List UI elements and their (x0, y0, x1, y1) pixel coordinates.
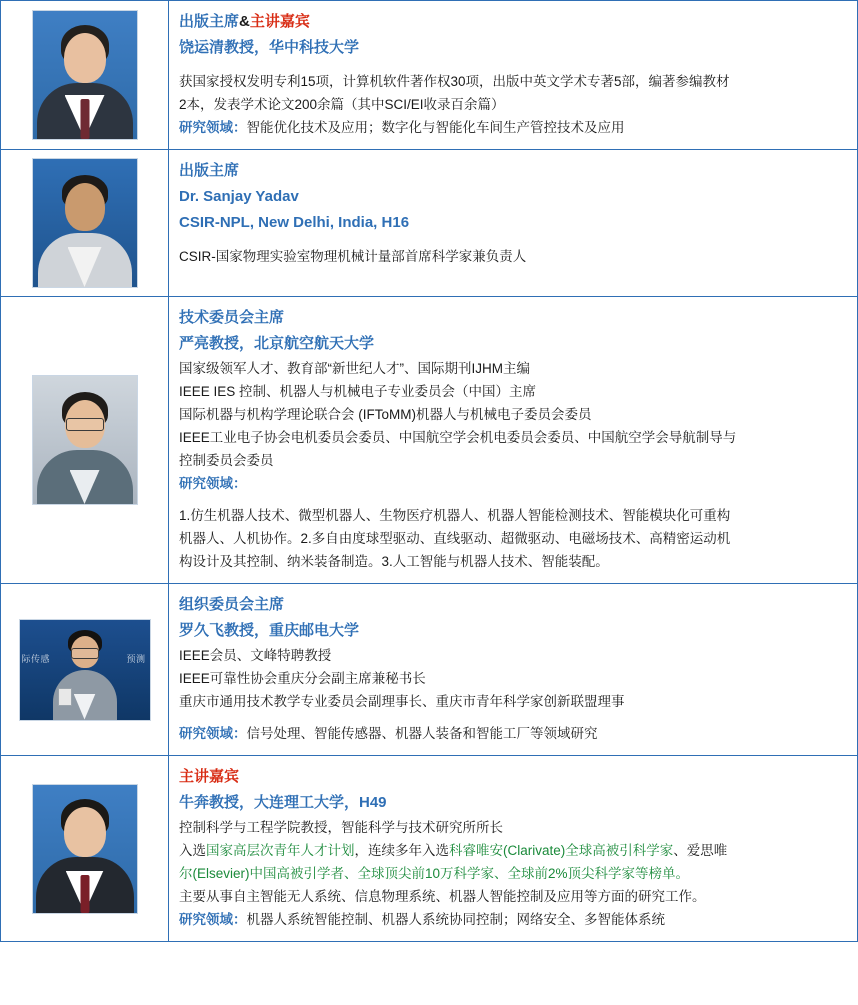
bio-line: IEEE会员、文峰特聘教授 (179, 648, 332, 663)
spacer (179, 61, 847, 70)
spacer (179, 713, 847, 722)
research-field-label: 研究领域： (179, 120, 247, 135)
bio-line: IEEE IES 控制、机器人与机械电子专业委员会（中国）主席 (179, 384, 537, 399)
speaker-name: Dr. Sanjay Yadav (179, 188, 299, 205)
bio-line-highlight: 尔(Elsevier)中国高被引学者、全球顶尖前10万科学家、全球前2%顶尖科学家等榜单。 (179, 866, 690, 881)
bio-segment: 入选 (179, 843, 206, 858)
bio-segment-highlight: 科睿唯安(Clarivate)全球高被引科学家 (449, 843, 674, 858)
role-title: 组织委员会主席 (179, 596, 285, 613)
bio-line: IEEE可靠性协会重庆分会副主席兼秘书长 (179, 671, 426, 686)
bio-segment-highlight: 国家高层次青年人才计划 (206, 843, 355, 858)
role-suffix: 主讲嘉宾 (249, 13, 310, 30)
photo-cell (1, 150, 169, 296)
table-row (1, 756, 857, 942)
table-row (1, 584, 857, 756)
speaker-name: 严亮教授，北京航空航天大学 (179, 335, 375, 352)
table-row (1, 297, 857, 584)
portrait-luo-jiufei (19, 619, 151, 721)
research-field (179, 908, 847, 931)
bio-line: 国际机器与机构学理论联合会 (IFToMM)机器人与机械电子委员会委员 (179, 407, 592, 422)
photo-cell (1, 756, 169, 941)
research-field-value: 1.仿生机器人技术、微型机器人、生物医疗机器人、机器人智能检测技术、智能模块化可重构 (179, 508, 731, 523)
photo-overlay-left: 际传感 (21, 653, 51, 664)
speaker-name: 饶运清教授，华中科技大学 (179, 39, 360, 56)
photo-cell (1, 584, 169, 755)
portrait-yan-liang (32, 375, 138, 505)
portrait-rao-yunqing (32, 10, 138, 140)
research-field-value: 构设计及其控制、纳米装备制造。3.人工智能与机器人技术、智能装配。 (179, 554, 609, 569)
research-field-value: 机器人、人机协作。2.多自由度球型驱动、直线驱动、超微驱动、电磁场技术、高精密运动机 (179, 531, 731, 546)
photo-overlay-right: 预测 (126, 653, 146, 664)
research-field-value: 信号处理、智能传感器、机器人装备和智能工厂等领域研究 (246, 726, 598, 741)
bio-line: 主要从事自主智能无人系统、信息物理系统、机器人智能控制及应用等方面的研究工作。 (179, 889, 706, 904)
bio-line: 2本，发表学术论文200余篇（其中SCI/EI收录百余篇） (179, 97, 505, 112)
bio-line: IEEE工业电子协会电机委员会委员、中国航空学会机电委员会委员、中国航空学会导航制导与 (179, 430, 737, 445)
content-cell (169, 584, 857, 755)
research-field-value: 智能优化技术及应用；数字化与智能化车间生产管控技术及应用 (246, 120, 625, 135)
research-field-value: 机器人系统智能控制、机器人系统协同控制；网络安全、多智能体系统 (246, 912, 665, 927)
spacer (179, 236, 847, 245)
content-cell (169, 150, 857, 296)
role-prefix: 出版主席 (179, 13, 240, 30)
bio-line: 获国家授权发明专利15项，计算机软件著作权30项，出版中英文学术专著5部，编著参编教材 (179, 74, 730, 89)
speaker-affiliation: CSIR-NPL, New Delhi, India, H16 (179, 214, 410, 231)
bio-segment: 、爱思唯 (673, 843, 728, 858)
photo-cell (1, 1, 169, 149)
research-field (179, 116, 847, 139)
bio-line: 重庆市通用技术教学专业委员会副理事长、重庆市青年科学家创新联盟理事 (179, 694, 625, 709)
content-cell (169, 756, 857, 941)
bio-line: 国家级领军人才、教育部“新世纪人才”、国际期刊IJHM主编 (179, 361, 530, 376)
bio-line (179, 839, 847, 862)
speaker-name: 牛奔教授，大连理工大学，H49 (179, 794, 387, 811)
spacer (179, 495, 847, 504)
research-field-label: 研究领域： (179, 476, 247, 491)
role-amp: & (239, 13, 250, 30)
role-title: 技术委员会主席 (179, 309, 285, 326)
table-row (1, 1, 857, 150)
role-title: 主讲嘉宾 (179, 768, 240, 785)
role-title: 出版主席 (179, 162, 240, 179)
bio-line: CSIR-国家物理实验室物理机械计量部首席科学家兼负责人 (179, 249, 527, 264)
speaker-name: 罗久飞教授，重庆邮电大学 (179, 622, 360, 639)
portrait-sanjay-yadav (32, 158, 138, 288)
content-cell (169, 1, 857, 149)
research-field-label: 研究领域： (179, 912, 247, 927)
table-row (1, 150, 857, 297)
portrait-niu-ben (32, 784, 138, 914)
bio-segment: ，连续多年入选 (354, 843, 449, 858)
bio-line: 控制委员会委员 (179, 453, 274, 468)
bio-line: 控制科学与工程学院教授，智能科学与技术研究所所长 (179, 820, 503, 835)
research-field (179, 722, 847, 745)
content-cell (169, 297, 857, 583)
role-title (179, 9, 847, 35)
research-field-label: 研究领域： (179, 726, 247, 741)
photo-cell (1, 297, 169, 583)
